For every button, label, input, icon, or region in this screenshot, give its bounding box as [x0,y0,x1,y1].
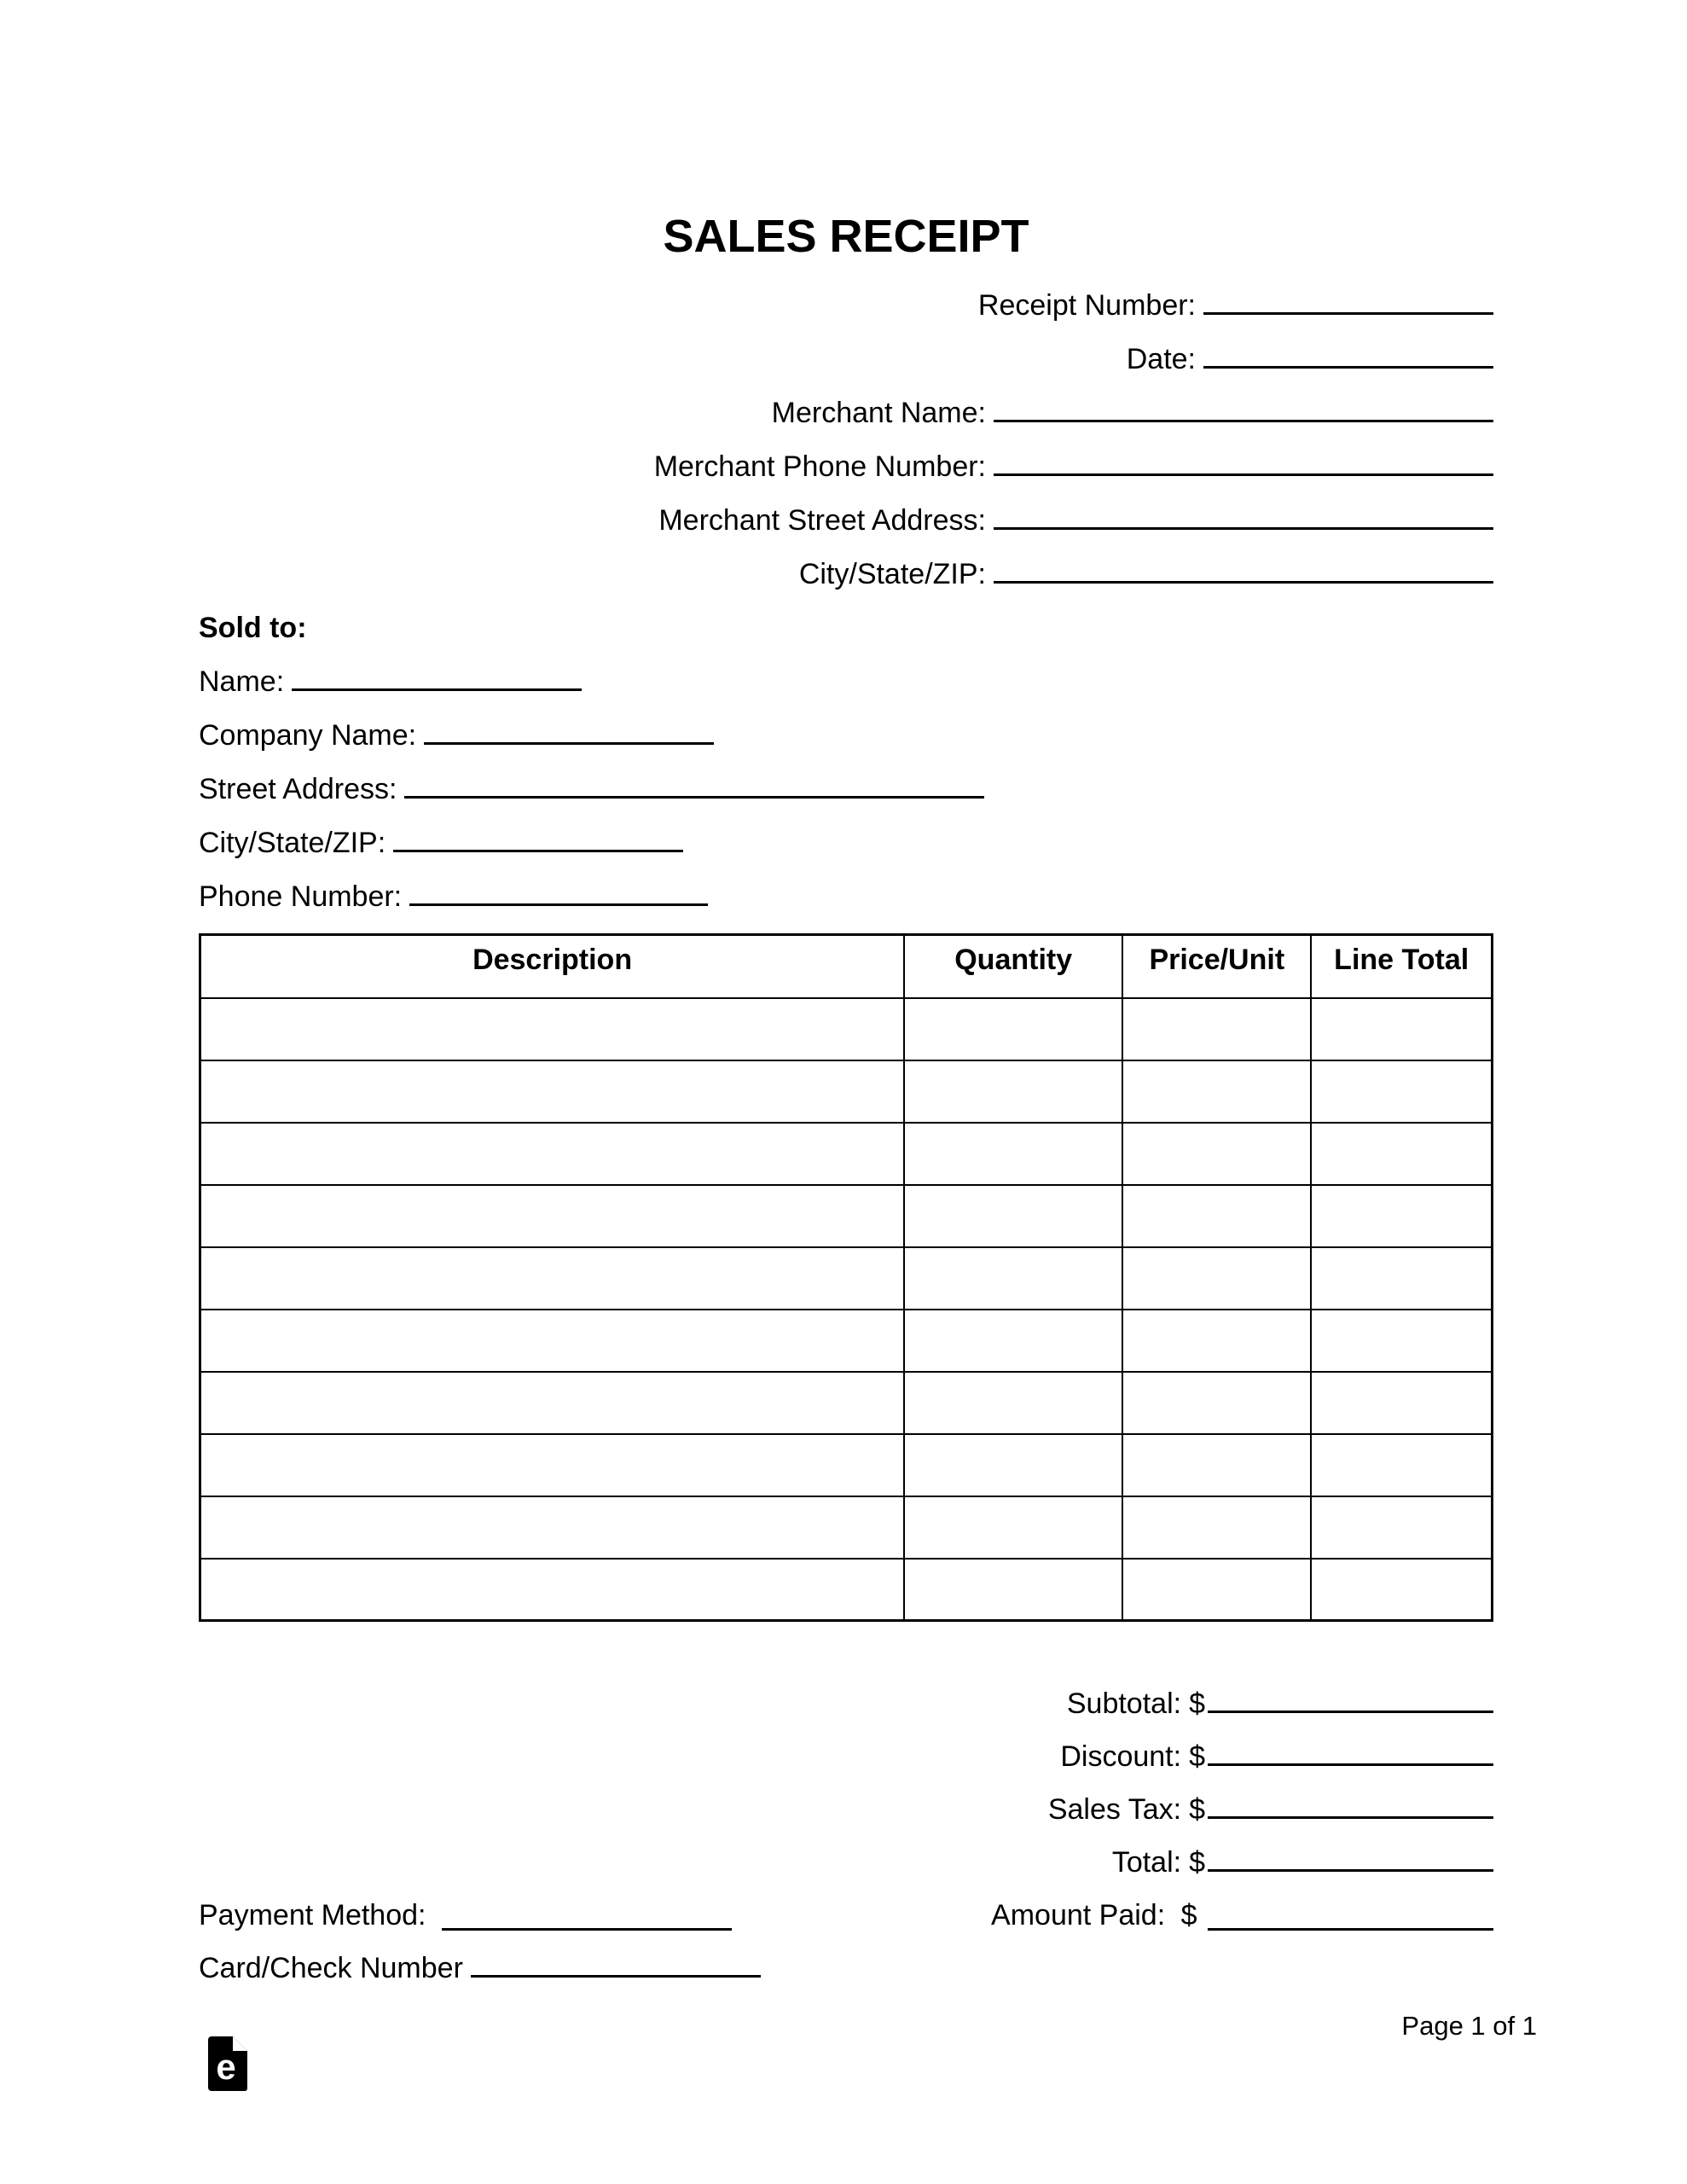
logo-letter: e [216,2047,236,2087]
merchant-name-field [199,396,1493,430]
discount-field [199,1740,1493,1774]
item-cell[interactable] [1311,1372,1492,1434]
receipt-number-line[interactable] [1203,302,1493,315]
item-cell[interactable] [904,1496,1122,1559]
items-table-header [200,935,1493,998]
sales-tax-field [199,1792,1493,1827]
merchant-street-address-field [199,503,1493,537]
item-cell[interactable] [200,1185,905,1247]
item-cell[interactable] [1311,998,1492,1060]
item-cell[interactable] [1122,1060,1311,1123]
item-cell[interactable] [1122,1559,1311,1621]
item-cell[interactable] [904,1372,1122,1434]
subtotal-label: Subtotal: [1066,1687,1182,1720]
page-title: SALES RECEIPT [663,211,1029,262]
merchant-phone-field [199,450,1493,484]
merchant-street-address-label: Merchant Street Address: [658,504,986,537]
item-cell[interactable] [1122,1434,1311,1496]
item-row [200,1372,1493,1434]
column-header-description: Description [200,935,905,998]
item-row [200,1434,1493,1496]
item-cell[interactable] [200,1247,905,1310]
totals-section [199,1687,1493,1879]
customer-street-address-label: Street Address: [199,773,397,805]
item-row [200,1310,1493,1372]
payment-section [199,1898,1493,1985]
receipt-number-label: Receipt Number: [977,289,1196,322]
company-name-line[interactable] [424,732,714,745]
item-cell[interactable] [200,1559,905,1621]
item-cell[interactable] [200,998,905,1060]
sold-to-heading: Sold to: [199,612,307,644]
eforms-document-logo-icon [208,2036,247,2091]
total-field [199,1845,1493,1879]
dollar-sign: $ [1189,1687,1205,1720]
customer-city-state-zip-label: City/State/ZIP: [199,827,386,859]
merchant-name-label: Merchant Name: [771,397,986,429]
merchant-city-state-zip-line[interactable] [994,571,1493,584]
item-cell[interactable] [1311,1185,1492,1247]
dollar-sign: $ [1189,1846,1205,1879]
dollar-sign: $ [1189,1793,1205,1826]
item-cell[interactable] [1122,1496,1311,1559]
page-number-label: Page 1 of 1 [1401,2011,1537,2041]
merchant-city-state-zip-label: City/State/ZIP: [798,558,986,590]
item-cell[interactable] [200,1496,905,1559]
card-check-number-line[interactable] [471,1965,761,1978]
merchant-name-line[interactable] [994,410,1493,422]
customer-city-state-zip-line[interactable] [393,839,683,852]
company-name-field [199,718,1493,752]
item-cell[interactable] [1122,1310,1311,1372]
merchant-city-state-zip-field [199,557,1493,591]
date-field [199,342,1493,376]
sales-tax-line[interactable] [1208,1806,1493,1819]
merchant-phone-line[interactable] [994,463,1493,476]
payment-amount-row [199,1898,1493,1932]
item-row [200,1123,1493,1185]
subtotal-line[interactable] [1208,1700,1493,1713]
item-cell[interactable] [200,1310,905,1372]
customer-street-address-field [199,772,1493,806]
item-cell[interactable] [1122,1123,1311,1185]
item-cell[interactable] [1311,1123,1492,1185]
item-cell[interactable] [1122,1185,1311,1247]
date-line[interactable] [1203,356,1493,369]
total-label: Total: [1111,1846,1182,1879]
item-row [200,1496,1493,1559]
page-footer [199,2011,1537,2091]
card-check-number-label: Card/Check Number [199,1952,463,1984]
item-row [200,998,1493,1060]
customer-name-line[interactable] [292,678,582,691]
receipt-number-field [199,288,1493,322]
merchant-phone-label: Merchant Phone Number: [653,450,986,483]
dollar-sign: $ [1180,1899,1197,1931]
amount-paid-field [991,1898,1493,1932]
payment-method-field [199,1898,732,1932]
column-header-price-unit: Price/Unit [1122,935,1311,998]
total-line[interactable] [1208,1859,1493,1872]
date-label: Date: [1126,343,1196,375]
item-row [200,1185,1493,1247]
item-cell[interactable] [904,1060,1122,1123]
customer-phone-field [199,880,1493,914]
item-row [200,1060,1493,1123]
item-cell[interactable] [1122,1247,1311,1310]
item-cell[interactable] [200,1060,905,1123]
item-cell[interactable] [904,1559,1122,1621]
card-check-number-field [199,1951,1493,1985]
item-cell[interactable] [1311,1496,1492,1559]
customer-phone-label: Phone Number: [199,880,403,913]
item-row [200,1247,1493,1310]
subtotal-field [199,1687,1493,1721]
customer-city-state-zip-field [199,826,1493,860]
merchant-header-section [199,288,1493,914]
item-cell[interactable] [1122,1372,1311,1434]
customer-name-label: Name: [199,665,285,698]
item-cell[interactable] [200,1372,905,1434]
item-cell[interactable] [1122,998,1311,1060]
item-cell[interactable] [200,1123,905,1185]
customer-name-field [199,665,1493,699]
dollar-sign: $ [1189,1740,1205,1773]
customer-street-address-line[interactable] [404,786,984,799]
amount-paid-line[interactable] [1208,1918,1493,1931]
sales-tax-label: Sales Tax: [1047,1793,1182,1826]
item-cell[interactable] [1311,1060,1492,1123]
item-cell[interactable] [1311,1559,1492,1621]
item-cell[interactable] [1311,1247,1492,1310]
customer-phone-line[interactable] [409,893,708,906]
merchant-street-address-line[interactable] [994,517,1493,530]
column-header-line-total: Line Total [1311,935,1492,998]
column-header-quantity: Quantity [904,935,1122,998]
discount-line[interactable] [1208,1753,1493,1766]
item-cell[interactable] [904,1185,1122,1247]
items-table [199,933,1493,1622]
company-name-label: Company Name: [199,719,417,752]
item-cell[interactable] [904,1434,1122,1496]
payment-method-label: Payment Method: [199,1899,426,1931]
item-cell[interactable] [904,1123,1122,1185]
amount-paid-label: Amount Paid: [991,1899,1166,1931]
item-cell[interactable] [200,1434,905,1496]
item-row [200,1559,1493,1621]
item-cell[interactable] [904,998,1122,1060]
item-cell[interactable] [904,1310,1122,1372]
item-cell[interactable] [1311,1310,1492,1372]
item-cell[interactable] [1311,1434,1492,1496]
payment-method-line[interactable] [442,1918,732,1931]
item-cell[interactable] [904,1247,1122,1310]
discount-label: Discount: [1060,1740,1182,1773]
